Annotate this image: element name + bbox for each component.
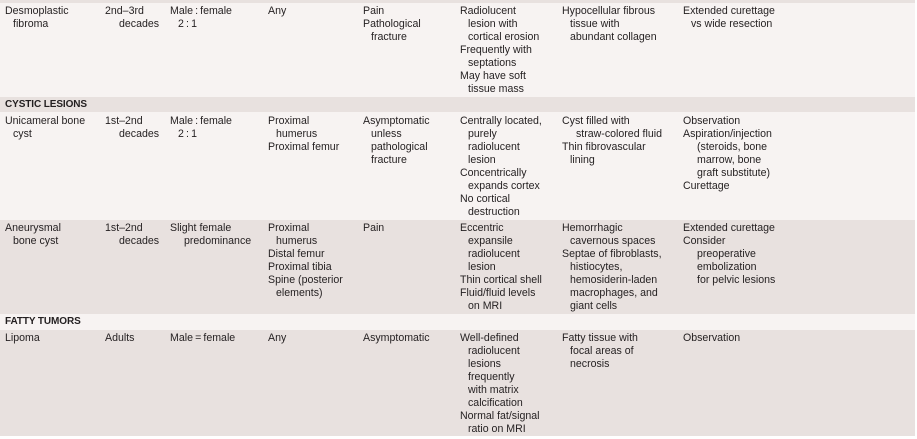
symptom-text-cont: fracture [371, 31, 407, 43]
age-text-cont: decades [119, 235, 160, 247]
location-text-cont: humerus [276, 235, 318, 247]
treatment-text: Extended curettage [683, 5, 775, 17]
lesion-name: Unicameral bone [5, 115, 86, 127]
lesion-name: Lipoma [5, 332, 40, 344]
sex-text-cont: 2 : 1 [178, 128, 197, 140]
imaging-text-cont: lesion with [468, 18, 518, 30]
cell-location [268, 115, 339, 154]
sex-text-cont: predominance [184, 235, 252, 247]
cell-symptoms [363, 222, 384, 235]
imaging-text: Normal fat/signal [460, 410, 540, 422]
treatment-text: Curettage [683, 180, 730, 192]
imaging-text-cont: calcification [468, 397, 523, 409]
imaging-text-cont: destruction [468, 206, 520, 218]
location-text: Any [268, 332, 287, 344]
age-text-cont: decades [119, 128, 160, 140]
treatment-text: Observation [683, 115, 741, 127]
imaging-text-cont: frequently [468, 371, 515, 383]
cell-sex [170, 222, 251, 248]
histology-text: Cyst filled with [562, 115, 630, 127]
cell-symptoms [363, 115, 430, 167]
location-text: Distal femur [268, 248, 325, 260]
lesion-name-cont: bone cyst [13, 235, 59, 247]
imaging-text-cont: on MRI [468, 300, 503, 312]
histology-text-cont: cavernous spaces [570, 235, 656, 247]
cell-location [268, 332, 286, 345]
treatment-text-cont: embolization [697, 261, 757, 273]
age-text: 1st–2nd [105, 115, 143, 127]
cell-imaging [460, 332, 539, 436]
imaging-text-cont: tissue mass [468, 83, 524, 95]
cell-location [268, 222, 343, 300]
imaging-text-cont: purely [468, 128, 497, 140]
cell-lesion [5, 222, 61, 248]
imaging-text: Frequently with [460, 44, 532, 56]
imaging-text: Eccentric [460, 222, 504, 234]
histology-text-cont: hemosiderin-laden [570, 274, 658, 286]
location-text: Proximal [268, 115, 310, 127]
histology-text-cont: necrosis [570, 358, 610, 370]
imaging-text: Fluid/fluid levels [460, 287, 536, 299]
imaging-text: No cortical [460, 193, 511, 205]
imaging-text-cont: lesion [468, 154, 496, 166]
histology-text-cont: focal areas of [570, 345, 634, 357]
age-text: Adults [105, 332, 135, 344]
cell-age [105, 115, 159, 141]
imaging-text-cont: lesions [468, 358, 501, 370]
cell-imaging [460, 5, 539, 96]
histology-text: Fatty tissue with [562, 332, 638, 344]
section-cystic-lesions [0, 97, 915, 112]
section-heading-fatty-tumors: FATTY TUMORS [5, 316, 81, 327]
histology-text-cont: tissue with [570, 18, 620, 30]
treatment-text: Extended curettage [683, 222, 775, 234]
symptom-text: Pain [363, 5, 385, 17]
age-text: 1st–2nd [105, 222, 143, 234]
row-lipoma [0, 330, 915, 436]
location-text: Proximal [268, 222, 310, 234]
cell-treatment [683, 332, 740, 345]
cell-histology [562, 5, 657, 44]
histology-text-cont: lining [570, 154, 595, 166]
treatment-text: Aspiration/injection [683, 128, 772, 140]
cell-age [105, 332, 134, 345]
age-text: 2nd–3rd [105, 5, 144, 17]
treatment-text-cont: graft substitute) [697, 167, 771, 179]
treatment-text: Consider [683, 235, 726, 247]
cell-symptoms [363, 332, 430, 345]
imaging-text-cont: expands cortex [468, 180, 540, 192]
histology-text: Hypocellular fibrous [562, 5, 656, 17]
symptom-text-cont: unless [371, 128, 402, 140]
location-text-cont: elements) [276, 287, 323, 299]
sex-text: Male = female [170, 332, 236, 344]
lesion-name-cont: fibroma [13, 18, 49, 30]
location-text: Any [268, 5, 287, 17]
treatment-text-cont: vs wide resection [691, 18, 773, 30]
imaging-text: Concentrically [460, 167, 527, 179]
cell-imaging [460, 115, 542, 219]
age-text-cont: decades [119, 18, 160, 30]
cell-histology [562, 332, 638, 371]
cell-treatment [683, 5, 775, 31]
location-text-cont: humerus [276, 128, 318, 140]
symptom-text: Pathological [363, 18, 421, 30]
cell-treatment [683, 222, 775, 287]
sex-text: Male : female [170, 115, 232, 127]
cell-treatment [683, 115, 772, 193]
histology-text: Septae of fibroblasts, [562, 248, 662, 260]
imaging-text: Thin cortical shell [460, 274, 542, 286]
cell-lesion [5, 332, 40, 345]
treatment-text-cont: preoperative [697, 248, 756, 260]
histology-text-cont: giant cells [570, 300, 618, 312]
cell-imaging [460, 222, 542, 313]
cell-lesion [5, 5, 69, 31]
cell-histology [562, 222, 662, 313]
treatment-text: Observation [683, 332, 741, 344]
symptom-text: Pain [363, 222, 385, 234]
imaging-text: Well-defined [460, 332, 519, 344]
cell-sex [170, 332, 235, 345]
imaging-text-cont: expansile [468, 235, 513, 247]
histology-text: Hemorrhagic [562, 222, 623, 234]
cell-age [105, 5, 159, 31]
imaging-text-cont: radiolucent [468, 248, 520, 260]
histology-text-cont: macrophages, and [570, 287, 658, 299]
symptom-text-cont: fracture [371, 154, 407, 166]
sex-text: Male : female [170, 5, 232, 17]
histology-text-cont: straw-colored fluid [576, 128, 662, 140]
lesion-name-cont: cyst [13, 128, 32, 140]
section-heading-cystic-lesions: CYSTIC LESIONS [5, 99, 87, 110]
imaging-text-cont: with matrix [468, 384, 519, 396]
symptom-text: Asymptomatic [363, 115, 430, 127]
treatment-text-cont: for pelvic lesions [697, 274, 776, 286]
location-text: Spine (posterior [268, 274, 343, 286]
imaging-text-cont: septations [468, 57, 517, 69]
symptom-text-cont: pathological [371, 141, 428, 153]
imaging-text: Centrally located, [460, 115, 542, 127]
imaging-text-cont: lesion [468, 261, 496, 273]
lesion-name: Aneurysmal [5, 222, 61, 234]
histology-text-cont: histiocytes, [570, 261, 623, 273]
imaging-text-cont: cortical erosion [468, 31, 540, 43]
imaging-text-cont: ratio on MRI [468, 423, 526, 435]
cell-symptoms [363, 5, 421, 44]
histology-text: Thin fibrovascular [562, 141, 646, 153]
cell-age [105, 222, 159, 248]
cell-sex [170, 115, 232, 141]
sex-text: Slight female [170, 222, 232, 234]
imaging-text-cont: radiolucent [468, 141, 520, 153]
imaging-text: Radiolucent [460, 5, 516, 17]
lesion-name: Desmoplastic [5, 5, 69, 17]
cell-sex [170, 5, 232, 31]
cell-lesion [5, 115, 85, 141]
sex-text-cont: 2 : 1 [178, 18, 197, 30]
location-text: Proximal femur [268, 141, 340, 153]
histology-text-cont: abundant collagen [570, 31, 657, 43]
treatment-text-cont: marrow, bone [697, 154, 762, 166]
symptom-text: Asymptomatic [363, 332, 430, 344]
imaging-text: May have soft [460, 70, 526, 82]
treatment-text-cont: (steroids, bone [697, 141, 768, 153]
location-text: Proximal tibia [268, 261, 332, 273]
cell-location [268, 5, 286, 18]
cell-histology [562, 115, 662, 167]
imaging-text-cont: radiolucent [468, 345, 520, 357]
section-fatty-tumors [0, 314, 915, 330]
